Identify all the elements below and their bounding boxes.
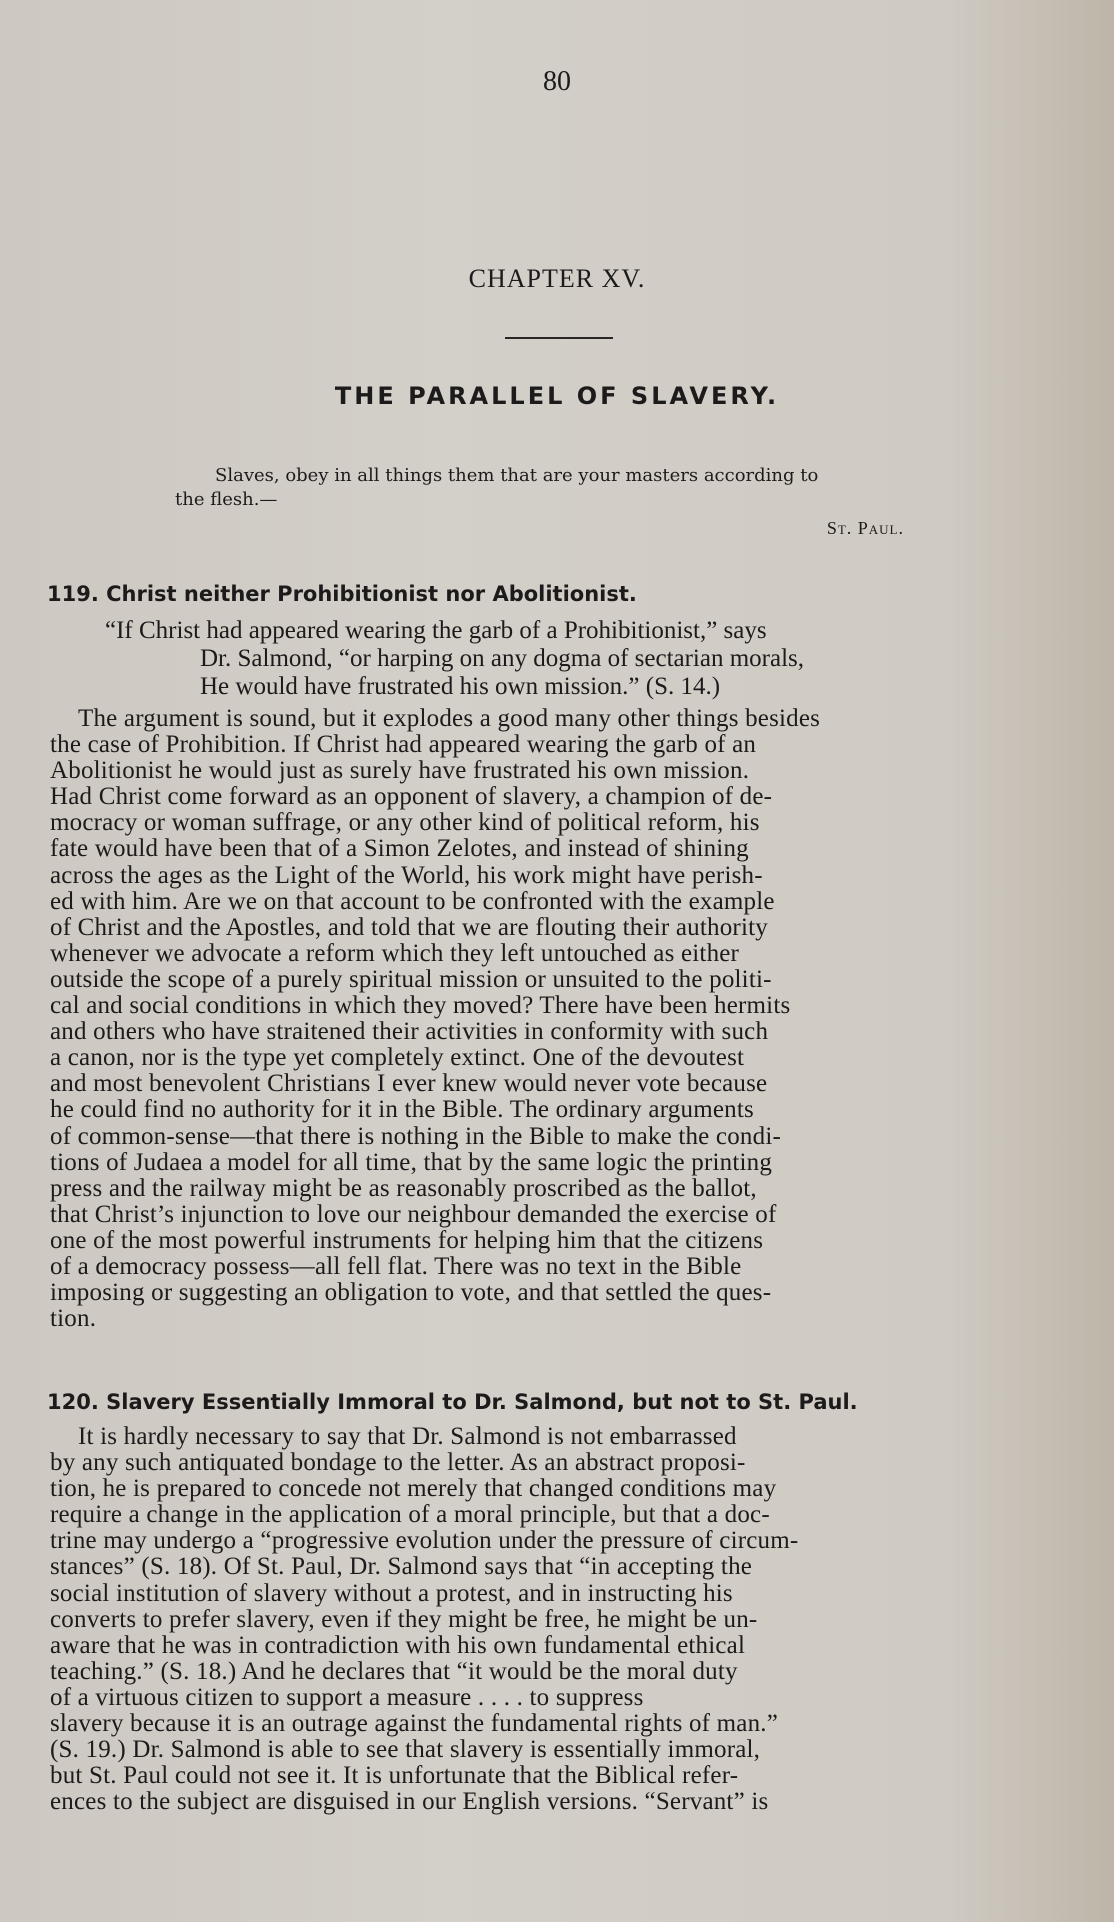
text-line: that Christ’s injunction to love our neighbour demanded the exercise of — [50, 1200, 777, 1228]
text-line: ed with him. Are we on that account to be confronted with the example — [50, 887, 775, 915]
text-line: The argument is sound, but it explodes a good many other things besides — [78, 705, 821, 732]
epigraph — [175, 464, 955, 512]
chapter-title: THE PARALLEL OF SLAVERY. — [334, 382, 780, 410]
text-line: whenever we advocate a reform which they left untouched as either — [50, 939, 740, 967]
text-line: one of the most powerful instruments for helping him that the citizens — [50, 1226, 764, 1254]
text-line: the case of Prohibition. If Christ had appeared wearing the garb of an — [50, 731, 757, 759]
text-line: outside the scope of a purely spiritual mission or unsuited to the politi- — [50, 965, 772, 993]
text-line: imposing or suggesting an obligation to vote, and that settled the ques- — [50, 1279, 772, 1307]
text-line: across the ages as the Light of the World, his work might have perish- — [50, 861, 763, 889]
text-line: tion, he is prepared to concede not merely that changed conditions may — [50, 1475, 777, 1503]
text-line: teaching.” (S. 18.) And he declares that “it would be the moral duty — [50, 1657, 738, 1685]
text-line: trine may undergo a “progressive evolution under the pressure of circum- — [50, 1527, 799, 1555]
paragraph-120 — [50, 1424, 1065, 1815]
text-line: slavery because it is an outrage against the fundamental rights of man.” — [50, 1710, 779, 1738]
text-line: mocracy or woman suffrage, or any other kind of political reform, his — [50, 809, 760, 837]
text-line: but St. Paul could not see it. It is unfortunate that the Biblical refer- — [50, 1762, 739, 1790]
text-line: and others who have straitened their activities in conformity with such — [50, 1018, 769, 1046]
epigraph-line: Slaves, obey in all things them that are your masters according to — [215, 465, 819, 486]
text-line: tions of Judaea a model for all time, that by the same logic the printing — [50, 1148, 773, 1176]
quote-line: “If Christ had appeared wearing the garb of a Prohibitionist,” says — [105, 617, 767, 644]
epigraph-line: the flesh.— — [175, 489, 278, 510]
text-line: of common-sense—that there is nothing in the Bible to make the condi- — [50, 1122, 781, 1150]
page-number: 80 — [543, 66, 571, 97]
quotation — [105, 617, 1065, 701]
text-line: Had Christ come forward as an opponent of slavery, a champion of de- — [50, 783, 773, 811]
divider-rule — [505, 337, 613, 339]
section-heading-120: 120. Slavery Essentially Immoral to Dr. Salmond, but not to St. Paul. — [47, 1390, 858, 1414]
chapter-heading: CHAPTER XV. — [468, 264, 646, 293]
text-line: ences to the subject are disguised in our English versions. “Servant” is — [50, 1788, 769, 1816]
text-line: and most benevolent Christians I ever knew would never vote because — [50, 1070, 768, 1098]
text-line: he could find no authority for it in the Bible. The ordinary arguments — [50, 1096, 754, 1124]
text-line: a canon, nor is the type yet completely extinct. One of the devoutest — [50, 1044, 745, 1072]
text-line: aware that he was in contradiction with his own fundamental ethical — [50, 1631, 746, 1659]
text-line: Abolitionist he would just as surely have frustrated his own mission. — [50, 757, 750, 785]
text-line: (S. 19.) Dr. Salmond is able to see that slavery is essentially immoral, — [50, 1736, 761, 1764]
epigraph-attribution: St. Paul. — [826, 518, 904, 538]
text-line: tion. — [50, 1305, 97, 1333]
text-line: require a change in the application of a moral principle, but that a doc- — [50, 1501, 770, 1529]
paragraph-119 — [50, 706, 1065, 1332]
text-line: cal and social conditions in which they moved? There have been hermits — [50, 992, 791, 1020]
text-line: of a democracy possess—all fell flat. There was no text in the Bible — [50, 1252, 742, 1280]
quote-line: He would have frustrated his own mission.” (S. 14.) — [200, 673, 721, 700]
text-line: It is hardly necessary to say that Dr. Salmond is not embarrassed — [78, 1423, 737, 1450]
text-line: fate would have been that of a Simon Zelotes, and instead of shining — [50, 835, 749, 863]
section-heading-119: 119. Christ neither Prohibitionist nor Abolitionist. — [47, 582, 637, 606]
text-line: of a virtuous citizen to support a measure . . . . to suppress — [50, 1683, 644, 1711]
text-line: press and the railway might be as reasonably proscribed as the ballot, — [50, 1174, 757, 1202]
text-line: social institution of slavery without a protest, and in instructing his — [50, 1579, 733, 1607]
text-line: converts to prefer slavery, even if they might be free, he might be un- — [50, 1605, 758, 1633]
quote-line: Dr. Salmond, “or harping on any dogma of sectarian morals, — [200, 645, 805, 672]
text-line: by any such antiquated bondage to the letter. As an abstract proposi- — [50, 1449, 746, 1477]
text-line: stances” (S. 18). Of St. Paul, Dr. Salmond says that “in accepting the — [50, 1553, 753, 1581]
text-line: of Christ and the Apostles, and told that we are flouting their authority — [50, 913, 768, 941]
